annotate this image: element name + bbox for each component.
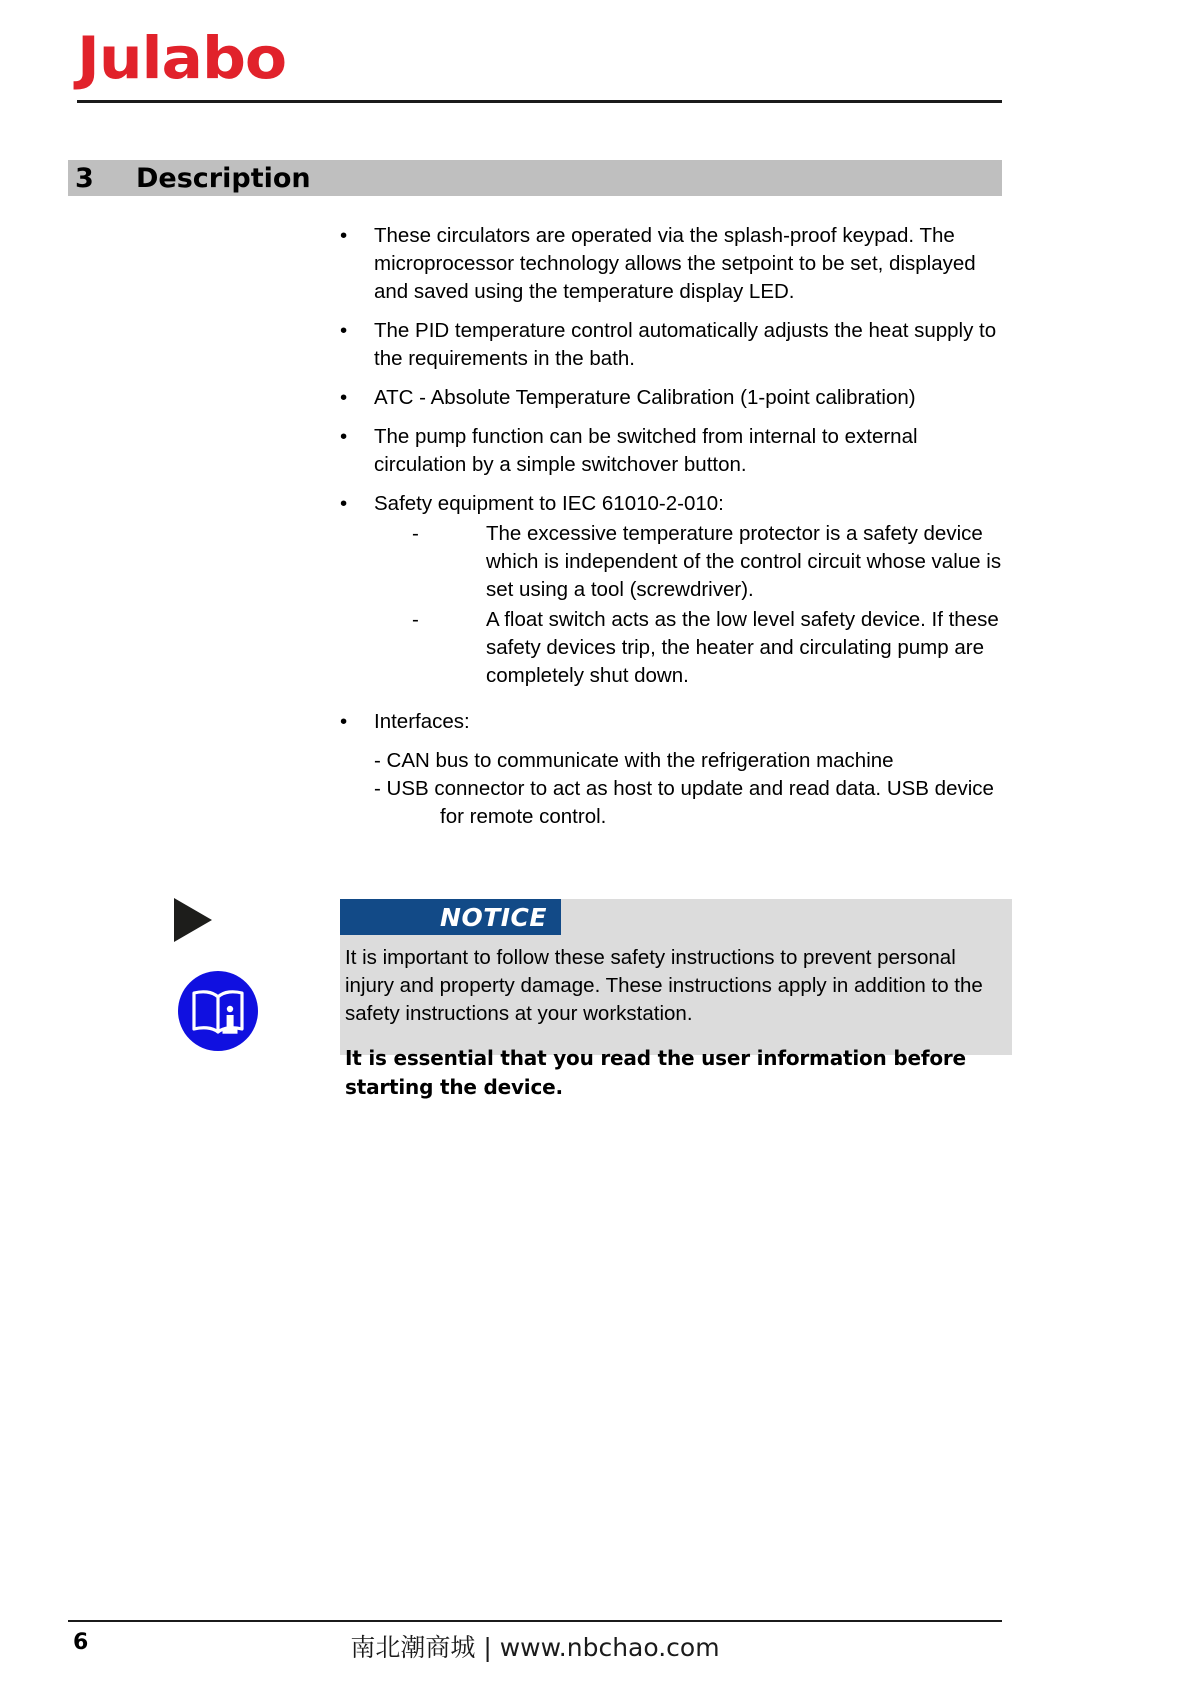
sub-list-item-text: The excessive temperature protector is a safety device which is independent of the control circuit whose value is set using a tool (screwdriver).: [486, 522, 1002, 601]
list-item-text: The pump function can be switched from internal to external circulation by a simple switchover button.: [374, 425, 918, 476]
list-item: [336, 384, 1004, 412]
bullet-marker-icon: •: [340, 492, 348, 515]
list-item-text: The PID temperature control automatically adjusts the heat supply to the requirements in the bath.: [374, 319, 997, 370]
notice-emphasis: It is essential that you read the user information before starting the device.: [345, 1046, 966, 1099]
list-item-safety-equipment: [336, 490, 1004, 690]
notice-banner-label: NOTICE: [440, 902, 547, 932]
bullet-marker-icon: •: [340, 386, 348, 409]
list-item-text: Safety equipment to IEC 61010-2-010:: [374, 492, 724, 515]
list-item-text: These circulators are operated via the splash-proof keypad. The microprocessor technology allows the setpoint to be set, displayed and saved using the temperature display LED.: [374, 224, 976, 303]
play-triangle-icon: [174, 898, 212, 942]
section-number: 3: [75, 162, 94, 194]
sub-list-item: [374, 606, 1004, 690]
description-list: [336, 222, 1004, 831]
sub-list-item: [374, 520, 1004, 604]
footer-watermark: 南北潮商城 | www.nbchao.com: [350, 1633, 720, 1662]
bullet-marker-icon: •: [340, 319, 348, 342]
page-title: Description: [136, 162, 311, 194]
list-item-text: ATC - Absolute Temperature Calibration (1-point calibration): [374, 386, 916, 409]
interface-line-continuation: for remote control.: [440, 805, 607, 828]
brand-logo: [77, 24, 1002, 104]
dash-marker-icon: -: [412, 522, 419, 545]
dash-marker-icon: -: [412, 608, 419, 631]
sub-list-item-text: A float switch acts as the low level safety device. If these safety devices trip, the heater and circulating pump are completely shut down.: [486, 608, 999, 687]
list-item: [336, 423, 1004, 479]
interface-line-text: - USB connector to act as host to update and read data. USB device: [374, 777, 994, 800]
page-number: 6: [73, 1630, 89, 1655]
interface-line-text: - CAN bus to communicate with the refrigeration machine: [374, 749, 894, 772]
notice-banner: [340, 899, 561, 935]
bullet-marker-icon: •: [340, 710, 348, 733]
interface-line-can: [336, 747, 1004, 775]
header-divider: [77, 100, 1002, 103]
list-item-text: Interfaces:: [374, 710, 470, 733]
read-manual-icon: [178, 971, 258, 1051]
brand-logo-text: Julabo: [77, 24, 287, 92]
notice-paragraph: It is important to follow these safety instructions to prevent personal injury and property damage. These instructions apply in addition to the safety instructions at your workstation.: [345, 946, 983, 1025]
interface-line-usb: [336, 775, 1004, 831]
bullet-marker-icon: •: [340, 224, 348, 247]
bullet-marker-icon: •: [340, 425, 348, 448]
notice-body: [345, 944, 1005, 1118]
list-item-interfaces: [336, 708, 1004, 736]
list-item: [336, 317, 1004, 373]
footer-divider: [68, 1620, 1002, 1622]
list-item: [336, 222, 1004, 306]
